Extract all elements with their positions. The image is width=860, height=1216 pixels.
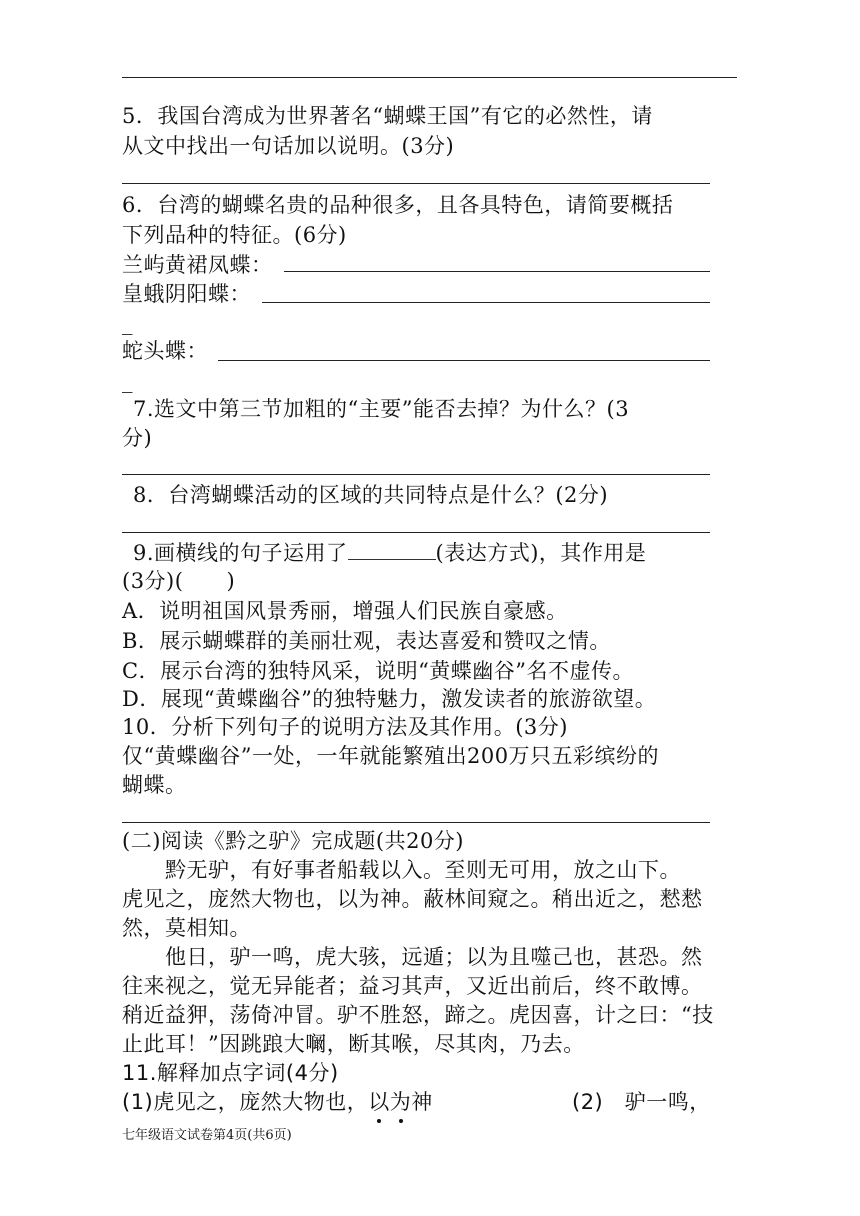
q11-dotted-char-1 (368, 1087, 390, 1117)
q9-line2: (3分)( ) (122, 569, 236, 593)
q7-line2: 分) (122, 426, 153, 450)
q6-item1-blank[interactable] (284, 271, 710, 272)
q6-line1: 6．台湾的蝴蝶名贵的品种很多，且各具特色，请简要概括 (122, 193, 674, 217)
q8-answer-line[interactable] (122, 532, 710, 533)
q9-option-a[interactable]: A．说明祖国风景秀丽，增强人们民族自豪感。 (122, 599, 568, 623)
q6-item-shetou (122, 336, 208, 366)
q5-answer-line[interactable] (122, 183, 710, 184)
q10-line2: 仅“黄蝶幽谷”一处，一年就能繁殖出200万只五彩缤纷的 (122, 744, 660, 768)
q9-fill-blank[interactable] (348, 537, 436, 560)
q10-answer-line[interactable] (122, 822, 710, 823)
q9-line1-b: (表达方式)，其作用是 (435, 541, 647, 565)
top-rule (122, 77, 737, 78)
q11-item1-post: 神 (411, 1090, 433, 1114)
q9-line1 (133, 537, 646, 568)
q7-answer-line[interactable] (122, 474, 710, 475)
q11-title: 11.解释加点字词(4分) (122, 1061, 339, 1085)
passage-p2-l3: 稍近益狎，荡倚冲冒。驴不胜怒，蹄之。虎因喜，计之曰：“技 (122, 1003, 714, 1027)
q9-option-d[interactable]: D．展现“黄蝶幽谷”的独特魅力，激发读者的旅游欲望。 (122, 687, 657, 711)
q9-option-b[interactable]: B．展示蝴蝶群的美丽壮观，表达喜爱和赞叹之情。 (122, 629, 611, 653)
q11-dotted-text-1: 以 (368, 1090, 390, 1114)
section2-title: (二)阅读《黔之驴》完成题(共20分) (122, 829, 464, 853)
q7-line1: 7.选文中第三节加粗的“主要”能否去掉？为什么？(3 (133, 397, 630, 421)
emphasis-dot-icon (399, 1119, 403, 1123)
q10-line1: 10．分析下列句子的说明方法及其作用。(3分) (122, 715, 568, 739)
emphasis-dot-icon (377, 1119, 381, 1123)
q6-item3-tail: _ (122, 369, 133, 393)
q5-line2: 从文中找出一句话加以说明。(3分) (122, 134, 455, 158)
q11-item1 (122, 1087, 433, 1117)
q6-item1-label: 兰屿黄裙凤蝶： (122, 253, 273, 277)
q11-dotted-text-2: 为 (389, 1090, 412, 1114)
q6-item2-blank[interactable] (262, 302, 710, 303)
q11-dotted-char-2 (390, 1087, 412, 1117)
q6-line2: 下列品种的特征。(6分) (122, 223, 347, 247)
q8-line1: 8．台湾蝴蝶活动的区域的共同特点是什么？(2分) (133, 483, 609, 507)
passage-p2-l4: 止此耳！”因跳踉大㘎，断其喉，尽其肉，乃去。 (122, 1032, 585, 1056)
q6-item3-blank[interactable] (218, 360, 710, 361)
q10-line3: 蝴蝶。 (122, 773, 187, 797)
passage-p1-l2: 虎见之，庞然大物也，以为神。蔽林间窥之。稍出近之，慭慭 (122, 887, 703, 911)
q9-line1-a: 9.画横线的句子运用了 (133, 541, 348, 565)
passage-p2-l1: 他日，驴一鸣，虎大骇，远遁；以为且噬己也，甚恐。然 (122, 945, 703, 969)
q6-item2-label: 皇蛾阴阳蝶： (122, 282, 251, 306)
passage-p1-l1: 黔无驴，有好事者船载以入。至则无可用，放之山下。 (122, 858, 681, 882)
q11-item2: (2) 驴一鸣， (572, 1090, 711, 1114)
q5-line1: 5．我国台湾成为世界著名“蝴蝶王国”有它的必然性，请 (122, 104, 653, 128)
passage-p2-l2: 往来视之，觉无异能者；益习其声，又近出前后，终不敢博。 (122, 974, 703, 998)
q6-item-lanyu (122, 250, 273, 280)
q6-item-huange (122, 279, 251, 309)
page-footer: 七年级语文试卷第4页(共6页) (122, 1128, 292, 1143)
q11-item1-pre: (1)虎见之，庞然大物也， (122, 1090, 369, 1114)
q6-item3-label: 蛇头蝶： (122, 339, 208, 363)
passage-p1-l3: 然，莫相知。 (122, 916, 251, 940)
q6-item2-tail: _ (122, 311, 133, 335)
q9-option-c[interactable]: C．展示台湾的独特风采，说明“黄蝶幽谷”名不虚传。 (122, 659, 635, 683)
